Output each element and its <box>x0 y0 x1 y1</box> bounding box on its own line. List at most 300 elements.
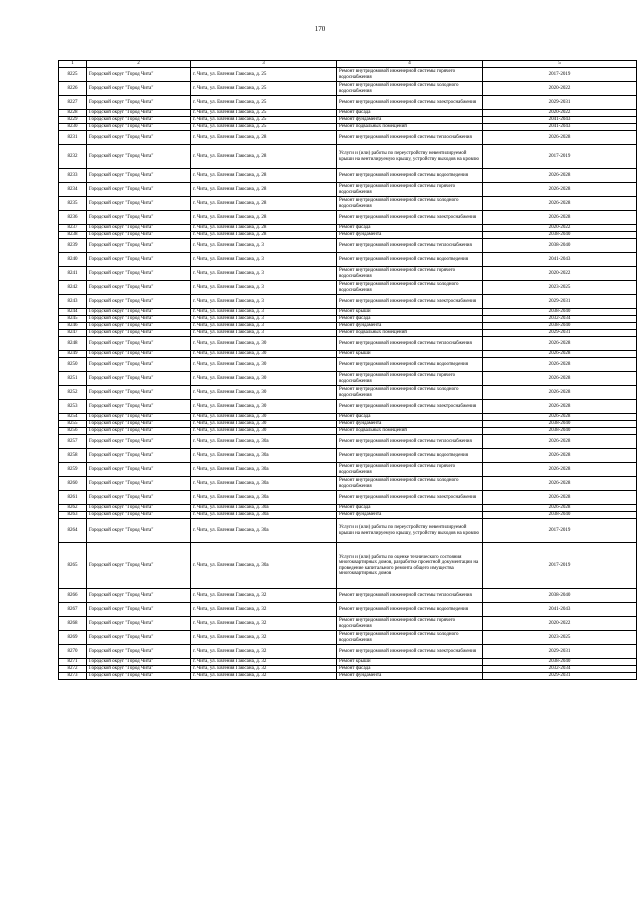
address-cell: г. Чита, ул. Евгения Гаюсана, д. 28 <box>191 145 337 169</box>
column-header: 3 <box>191 61 337 68</box>
row-number: 8227 <box>59 96 87 110</box>
row-number: 8259 <box>59 463 87 477</box>
work-type-cell: Ремонт внутридомовой инженерной системы водоотведения <box>337 169 483 183</box>
period-cell: 2038-2040 <box>483 421 637 428</box>
address-cell: г. Чита, ул. Евгения Гаюсана, д. 3 <box>191 309 337 316</box>
address-cell: г. Чита, ул. Евгения Гаюсана, д. 30 <box>191 386 337 400</box>
municipality-cell: Городской округ "Город Чита" <box>87 543 191 589</box>
row-number: 8253 <box>59 400 87 414</box>
address-cell: г. Чита, ул. Евгения Гаюсана, д. 32 <box>191 603 337 617</box>
column-header: 2 <box>87 61 191 68</box>
period-cell: 2026-2028 <box>483 131 637 145</box>
address-cell: г. Чита, ул. Евгения Гаюсана, д. 32 <box>191 645 337 659</box>
period-cell: 2026-2028 <box>483 169 637 183</box>
address-cell: г. Чита, ул. Евгения Гаюсана, д. 3 <box>191 281 337 295</box>
address-cell: г. Чита, ул. Евгения Гаюсана, д. 30а <box>191 491 337 505</box>
table-row <box>59 110 637 117</box>
work-type-cell: Ремонт внутридомовой инженерной системы теплоснабжения <box>337 589 483 603</box>
row-number: 8270 <box>59 645 87 659</box>
municipality-cell: Городской округ "Город Чита" <box>87 68 191 82</box>
table-row <box>59 603 637 617</box>
municipality-cell: Городской округ "Город Чита" <box>87 323 191 330</box>
table-row <box>59 512 637 519</box>
period-cell: 2026-2028 <box>483 337 637 351</box>
work-type-cell: Ремонт внутридомовой инженерной системы электроснабжения <box>337 491 483 505</box>
municipality-cell: Городской округ "Город Чита" <box>87 645 191 659</box>
table-row <box>59 505 637 512</box>
row-number: 8273 <box>59 673 87 680</box>
address-cell: г. Чита, ул. Евгения Гаюсана, д. 30 <box>191 421 337 428</box>
period-cell: 2020-2022 <box>483 110 637 117</box>
table-row <box>59 169 637 183</box>
table-row <box>59 145 637 169</box>
work-type-cell: Ремонт фасада <box>337 505 483 512</box>
municipality-cell: Городской округ "Город Чита" <box>87 232 191 239</box>
table-row <box>59 351 637 358</box>
table-row <box>59 666 637 673</box>
row-number: 8235 <box>59 197 87 211</box>
period-cell: 2026-2028 <box>483 372 637 386</box>
row-number: 8269 <box>59 631 87 645</box>
work-type-cell: Ремонт внутридомовой инженерной системы теплоснабжения <box>337 337 483 351</box>
work-type-cell: Ремонт внутридомовой инженерной системы холодного водоснабжения <box>337 82 483 96</box>
municipality-cell: Городской округ "Город Чита" <box>87 110 191 117</box>
work-type-cell: Ремонт фундамента <box>337 421 483 428</box>
table-row <box>59 673 637 680</box>
work-type-cell: Ремонт фасада <box>337 414 483 421</box>
table-row <box>59 428 637 435</box>
work-type-cell: Ремонт внутридомовой инженерной системы электроснабжения <box>337 645 483 659</box>
table-row <box>59 659 637 666</box>
address-cell: г. Чита, ул. Евгения Гаюсана, д. 3 <box>191 239 337 253</box>
municipality-cell: Городской округ "Город Чита" <box>87 463 191 477</box>
municipality-cell: Городской округ "Город Чита" <box>87 631 191 645</box>
row-number: 8244 <box>59 309 87 316</box>
row-number: 8230 <box>59 124 87 131</box>
municipality-cell: Городской округ "Город Чита" <box>87 316 191 323</box>
period-cell: 2026-2028 <box>483 400 637 414</box>
address-cell: г. Чита, ул. Евгения Гаюсана, д. 30а <box>191 543 337 589</box>
row-number: 8267 <box>59 603 87 617</box>
address-cell: г. Чита, ул. Евгения Гаюсана, д. 30 <box>191 400 337 414</box>
municipality-cell: Городской округ "Город Чита" <box>87 117 191 124</box>
period-cell: 2017-2019 <box>483 68 637 82</box>
municipality-cell: Городской округ "Город Чита" <box>87 519 191 543</box>
address-cell: г. Чита, ул. Евгения Гаюсана, д. 30а <box>191 519 337 543</box>
row-number: 8254 <box>59 414 87 421</box>
table-row <box>59 477 637 491</box>
repair-schedule-table <box>58 60 637 680</box>
work-type-cell: Ремонт подвальных помещений <box>337 330 483 337</box>
period-cell: 2038-2040 <box>483 232 637 239</box>
period-cell: 2038-2040 <box>483 323 637 330</box>
work-type-cell: Ремонт внутридомовой инженерной системы водоотведения <box>337 449 483 463</box>
period-cell: 2026-2028 <box>483 505 637 512</box>
municipality-cell: Городской округ "Город Чита" <box>87 295 191 309</box>
municipality-cell: Городской округ "Город Чита" <box>87 197 191 211</box>
row-number: 8271 <box>59 659 87 666</box>
row-number: 8225 <box>59 68 87 82</box>
municipality-cell: Городской округ "Город Чита" <box>87 225 191 232</box>
work-type-cell: Услуги и (или) работы по переустройству невентилируемой крыши на вентилируемую крышу, устройству выходов на кровлю <box>337 145 483 169</box>
period-cell: 2026-2028 <box>483 183 637 197</box>
municipality-cell: Городской округ "Город Чита" <box>87 603 191 617</box>
municipality-cell: Городской округ "Город Чита" <box>87 617 191 631</box>
row-number: 8250 <box>59 358 87 372</box>
column-header: 5 <box>483 61 637 68</box>
address-cell: г. Чита, ул. Евгения Гаюсана, д. 3 <box>191 323 337 330</box>
work-type-cell: Ремонт внутридомовой инженерной системы холодного водоснабжения <box>337 477 483 491</box>
municipality-cell: Городской округ "Город Чита" <box>87 337 191 351</box>
address-cell: г. Чита, ул. Евгения Гаюсана, д. 32 <box>191 589 337 603</box>
period-cell: 2038-2040 <box>483 239 637 253</box>
table-row <box>59 589 637 603</box>
table-row <box>59 96 637 110</box>
table-row <box>59 225 637 232</box>
table-row <box>59 316 637 323</box>
table-row <box>59 463 637 477</box>
municipality-cell: Городской округ "Город Чита" <box>87 673 191 680</box>
work-type-cell: Ремонт внутридомовой инженерной системы горячего водоснабжения <box>337 68 483 82</box>
municipality-cell: Городской округ "Город Чита" <box>87 169 191 183</box>
address-cell: г. Чита, ул. Евгения Гаюсана, д. 30 <box>191 372 337 386</box>
period-cell: 2023-2025 <box>483 281 637 295</box>
municipality-cell: Городской округ "Город Чита" <box>87 267 191 281</box>
work-type-cell: Ремонт крыши <box>337 659 483 666</box>
municipality-cell: Городской округ "Город Чита" <box>87 211 191 225</box>
row-number: 8242 <box>59 281 87 295</box>
table-row <box>59 400 637 414</box>
work-type-cell: Ремонт фасада <box>337 110 483 117</box>
municipality-cell: Городской округ "Город Чита" <box>87 589 191 603</box>
period-cell: 2020-2022 <box>483 225 637 232</box>
address-cell: г. Чита, ул. Евгения Гаюсана, д. 3 <box>191 330 337 337</box>
row-number: 8229 <box>59 117 87 124</box>
period-cell: 2032-2034 <box>483 316 637 323</box>
period-cell: 2026-2028 <box>483 449 637 463</box>
municipality-cell: Городской округ "Город Чита" <box>87 358 191 372</box>
work-type-cell: Ремонт фундамента <box>337 323 483 330</box>
period-cell: 2038-2040 <box>483 309 637 316</box>
period-cell: 2041-2043 <box>483 603 637 617</box>
municipality-cell: Городской округ "Город Чита" <box>87 309 191 316</box>
period-cell: 2026-2028 <box>483 491 637 505</box>
table-row <box>59 197 637 211</box>
row-number: 8265 <box>59 543 87 589</box>
municipality-cell: Городской округ "Город Чита" <box>87 96 191 110</box>
period-cell: 2017-2019 <box>483 145 637 169</box>
address-cell: г. Чита, ул. Евгения Гаюсана, д. 28 <box>191 131 337 145</box>
work-type-cell: Ремонт внутридомовой инженерной системы электроснабжения <box>337 400 483 414</box>
column-number-row <box>59 61 637 68</box>
municipality-cell: Городской округ "Город Чита" <box>87 449 191 463</box>
municipality-cell: Городской округ "Город Чита" <box>87 477 191 491</box>
table-row <box>59 631 637 645</box>
period-cell: 2026-2028 <box>483 477 637 491</box>
work-type-cell: Ремонт подвальных помещений <box>337 124 483 131</box>
table-row <box>59 117 637 124</box>
work-type-cell: Ремонт фундамента <box>337 232 483 239</box>
address-cell: г. Чита, ул. Евгения Гаюсана, д. 30а <box>191 505 337 512</box>
work-type-cell: Ремонт внутридомовой инженерной системы электроснабжения <box>337 211 483 225</box>
work-type-cell: Ремонт внутридомовой инженерной системы теплоснабжения <box>337 131 483 145</box>
table-row <box>59 449 637 463</box>
address-cell: г. Чита, ул. Евгения Гаюсана, д. 28 <box>191 169 337 183</box>
table-row <box>59 124 637 131</box>
row-number: 8256 <box>59 428 87 435</box>
municipality-cell: Городской округ "Город Чита" <box>87 281 191 295</box>
table-row <box>59 617 637 631</box>
address-cell: г. Чита, ул. Евгения Гаюсана, д. 3 <box>191 253 337 267</box>
work-type-cell: Ремонт внутридомовой инженерной системы водоотведения <box>337 358 483 372</box>
municipality-cell: Городской округ "Город Чита" <box>87 351 191 358</box>
row-number: 8264 <box>59 519 87 543</box>
row-number: 8252 <box>59 386 87 400</box>
address-cell: г. Чита, ул. Евгения Гаюсана, д. 25 <box>191 124 337 131</box>
municipality-cell: Городской округ "Город Чита" <box>87 239 191 253</box>
municipality-cell: Городской округ "Город Чита" <box>87 421 191 428</box>
row-number: 8243 <box>59 295 87 309</box>
work-type-cell: Ремонт фундамента <box>337 673 483 680</box>
work-type-cell: Ремонт фундамента <box>337 512 483 519</box>
municipality-cell: Городской округ "Город Чита" <box>87 505 191 512</box>
work-type-cell: Ремонт фасада <box>337 225 483 232</box>
work-type-cell: Ремонт внутридомовой инженерной системы холодного водоснабжения <box>337 386 483 400</box>
table-row <box>59 68 637 82</box>
row-number: 8255 <box>59 421 87 428</box>
work-type-cell: Ремонт внутридомовой инженерной системы электроснабжения <box>337 96 483 110</box>
row-number: 8245 <box>59 316 87 323</box>
period-cell: 2017-2019 <box>483 519 637 543</box>
work-type-cell: Ремонт внутридомовой инженерной системы холодного водоснабжения <box>337 197 483 211</box>
page-number: 170 <box>314 25 326 33</box>
table-row <box>59 435 637 449</box>
table-row <box>59 543 637 589</box>
municipality-cell: Городской округ "Город Чита" <box>87 435 191 449</box>
table-row <box>59 372 637 386</box>
row-number: 8237 <box>59 225 87 232</box>
work-type-cell: Ремонт внутридомовой инженерной системы холодного водоснабжения <box>337 281 483 295</box>
period-cell: 2020-2022 <box>483 267 637 281</box>
table-row <box>59 386 637 400</box>
address-cell: г. Чита, ул. Евгения Гаюсана, д. 25 <box>191 82 337 96</box>
period-cell: 2038-2040 <box>483 512 637 519</box>
period-cell: 2038-2040 <box>483 659 637 666</box>
work-type-cell: Ремонт фундамента <box>337 117 483 124</box>
work-type-cell: Ремонт внутридомовой инженерной системы горячего водоснабжения <box>337 617 483 631</box>
work-type-cell: Ремонт внутридомовой инженерной системы водоотведения <box>337 253 483 267</box>
municipality-cell: Городской округ "Город Чита" <box>87 659 191 666</box>
period-cell: 2026-2028 <box>483 358 637 372</box>
row-number: 8263 <box>59 512 87 519</box>
row-number: 8257 <box>59 435 87 449</box>
row-number: 8251 <box>59 372 87 386</box>
table-row <box>59 131 637 145</box>
column-header: 1 <box>59 61 87 68</box>
row-number: 8258 <box>59 449 87 463</box>
period-cell: 2017-2019 <box>483 543 637 589</box>
address-cell: г. Чита, ул. Евгения Гаюсана, д. 30а <box>191 512 337 519</box>
row-number: 8246 <box>59 323 87 330</box>
row-number: 8238 <box>59 232 87 239</box>
municipality-cell: Городской округ "Город Чита" <box>87 428 191 435</box>
table-row <box>59 323 637 330</box>
work-type-cell: Ремонт внутридомовой инженерной системы горячего водоснабжения <box>337 463 483 477</box>
municipality-cell: Городской округ "Город Чита" <box>87 82 191 96</box>
municipality-cell: Городской округ "Город Чита" <box>87 330 191 337</box>
address-cell: г. Чита, ул. Евгения Гаюсана, д. 30 <box>191 351 337 358</box>
address-cell: г. Чита, ул. Евгения Гаюсана, д. 30а <box>191 463 337 477</box>
address-cell: г. Чита, ул. Евгения Гаюсана, д. 3 <box>191 316 337 323</box>
municipality-cell: Городской округ "Город Чита" <box>87 666 191 673</box>
row-number: 8272 <box>59 666 87 673</box>
row-number: 8241 <box>59 267 87 281</box>
address-cell: г. Чита, ул. Евгения Гаюсана, д. 28 <box>191 225 337 232</box>
municipality-cell: Городской округ "Город Чита" <box>87 145 191 169</box>
address-cell: г. Чита, ул. Евгения Гаюсана, д. 25 <box>191 117 337 124</box>
address-cell: г. Чита, ул. Евгения Гаюсана, д. 3 <box>191 267 337 281</box>
address-cell: г. Чита, ул. Евгения Гаюсана, д. 30 <box>191 414 337 421</box>
work-type-cell: Ремонт фасада <box>337 316 483 323</box>
municipality-cell: Городской округ "Город Чита" <box>87 512 191 519</box>
municipality-cell: Городской округ "Город Чита" <box>87 253 191 267</box>
period-cell: 2026-2028 <box>483 197 637 211</box>
period-cell: 2041-2043 <box>483 117 637 124</box>
row-number: 8233 <box>59 169 87 183</box>
period-cell: 2029-2031 <box>483 673 637 680</box>
address-cell: г. Чита, ул. Евгения Гаюсана, д. 28 <box>191 183 337 197</box>
municipality-cell: Городской округ "Город Чита" <box>87 124 191 131</box>
row-number: 8268 <box>59 617 87 631</box>
address-cell: г. Чита, ул. Евгения Гаюсана, д. 3 <box>191 295 337 309</box>
row-number: 8262 <box>59 505 87 512</box>
row-number: 8234 <box>59 183 87 197</box>
row-number: 8248 <box>59 337 87 351</box>
address-cell: г. Чита, ул. Евгения Гаюсана, д. 32 <box>191 617 337 631</box>
table-row <box>59 491 637 505</box>
period-cell: 2029-2031 <box>483 295 637 309</box>
address-cell: г. Чита, ул. Евгения Гаюсана, д. 25 <box>191 68 337 82</box>
work-type-cell: Ремонт внутридомовой инженерной системы теплоснабжения <box>337 435 483 449</box>
address-cell: г. Чита, ул. Евгения Гаюсана, д. 32 <box>191 631 337 645</box>
period-cell: 2026-2028 <box>483 435 637 449</box>
table-row <box>59 519 637 543</box>
work-type-cell: Ремонт подвальных помещений <box>337 428 483 435</box>
municipality-cell: Городской округ "Город Чита" <box>87 400 191 414</box>
address-cell: г. Чита, ул. Евгения Гаюсана, д. 30а <box>191 477 337 491</box>
row-number: 8247 <box>59 330 87 337</box>
period-cell: 2020-2022 <box>483 82 637 96</box>
row-number: 8232 <box>59 145 87 169</box>
row-number: 8231 <box>59 131 87 145</box>
table-row <box>59 281 637 295</box>
municipality-cell: Городской округ "Город Чита" <box>87 386 191 400</box>
address-cell: г. Чита, ул. Евгения Гаюсана, д. 28 <box>191 197 337 211</box>
period-cell: 2026-2028 <box>483 211 637 225</box>
table-row <box>59 232 637 239</box>
address-cell: г. Чита, ул. Евгения Гаюсана, д. 32 <box>191 659 337 666</box>
work-type-cell: Ремонт внутридомовой инженерной системы электроснабжения <box>337 295 483 309</box>
period-cell: 2038-2040 <box>483 428 637 435</box>
row-number: 8249 <box>59 351 87 358</box>
table-row <box>59 211 637 225</box>
period-cell: 2032-2034 <box>483 666 637 673</box>
table-row <box>59 414 637 421</box>
period-cell: 2029-2031 <box>483 645 637 659</box>
table-row <box>59 309 637 316</box>
work-type-cell: Ремонт внутридомовой инженерной системы холодного водоснабжения <box>337 631 483 645</box>
row-number: 8266 <box>59 589 87 603</box>
period-cell: 2041-2043 <box>483 253 637 267</box>
address-cell: г. Чита, ул. Евгения Гаюсана, д. 30а <box>191 449 337 463</box>
row-number: 8240 <box>59 253 87 267</box>
municipality-cell: Городской округ "Город Чита" <box>87 491 191 505</box>
table-row <box>59 253 637 267</box>
work-type-cell: Услуги и (или) работы по оценке технического состояния многоквартирных домов, разработке проектной документации на проведение капитального ремонта общего имущества многоквартирных домов <box>337 543 483 589</box>
address-cell: г. Чита, ул. Евгения Гаюсана, д. 25 <box>191 96 337 110</box>
address-cell: г. Чита, ул. Евгения Гаюсана, д. 28 <box>191 232 337 239</box>
work-type-cell: Ремонт крыши <box>337 309 483 316</box>
address-cell: г. Чита, ул. Евгения Гаюсана, д. 28 <box>191 211 337 225</box>
address-cell: г. Чита, ул. Евгения Гаюсана, д. 32 <box>191 666 337 673</box>
period-cell: 2026-2028 <box>483 386 637 400</box>
period-cell: 2029-2031 <box>483 330 637 337</box>
municipality-cell: Городской округ "Город Чита" <box>87 131 191 145</box>
address-cell: г. Чита, ул. Евгения Гаюсана, д. 30 <box>191 358 337 372</box>
column-header: 4 <box>337 61 483 68</box>
table-row <box>59 183 637 197</box>
row-number: 8226 <box>59 82 87 96</box>
row-number: 8260 <box>59 477 87 491</box>
work-type-cell: Услуги и (или) работы по переустройству невентилируемой крыши на вентилируемую крышу, устройству выходов на кровлю <box>337 519 483 543</box>
municipality-cell: Городской округ "Город Чита" <box>87 372 191 386</box>
table-row <box>59 330 637 337</box>
table-row <box>59 358 637 372</box>
table-row <box>59 267 637 281</box>
address-cell: г. Чита, ул. Евгения Гаюсана, д. 30 <box>191 337 337 351</box>
period-cell: 2026-2028 <box>483 351 637 358</box>
work-type-cell: Ремонт внутридомовой инженерной системы водоотведения <box>337 603 483 617</box>
table-row <box>59 295 637 309</box>
period-cell: 2041-2043 <box>483 124 637 131</box>
address-cell: г. Чита, ул. Евгения Гаюсана, д. 32 <box>191 673 337 680</box>
period-cell: 2020-2022 <box>483 617 637 631</box>
row-number: 8239 <box>59 239 87 253</box>
work-type-cell: Ремонт внутридомовой инженерной системы горячего водоснабжения <box>337 372 483 386</box>
table-row <box>59 82 637 96</box>
table-row <box>59 239 637 253</box>
municipality-cell: Городской округ "Город Чита" <box>87 414 191 421</box>
row-number: 8228 <box>59 110 87 117</box>
row-number: 8236 <box>59 211 87 225</box>
work-type-cell: Ремонт внутридомовой инженерной системы теплоснабжения <box>337 239 483 253</box>
period-cell: 2038-2040 <box>483 589 637 603</box>
work-type-cell: Ремонт внутридомовой инженерной системы горячего водоснабжения <box>337 267 483 281</box>
work-type-cell: Ремонт внутридомовой инженерной системы горячего водоснабжения <box>337 183 483 197</box>
period-cell: 2023-2025 <box>483 631 637 645</box>
work-type-cell: Ремонт фасада <box>337 666 483 673</box>
municipality-cell: Городской округ "Город Чита" <box>87 183 191 197</box>
period-cell: 2026-2028 <box>483 414 637 421</box>
period-cell: 2026-2028 <box>483 463 637 477</box>
period-cell: 2029-2031 <box>483 96 637 110</box>
table-row <box>59 337 637 351</box>
table-row <box>59 421 637 428</box>
address-cell: г. Чита, ул. Евгения Гаюсана, д. 30а <box>191 435 337 449</box>
address-cell: г. Чита, ул. Евгения Гаюсана, д. 25 <box>191 110 337 117</box>
address-cell: г. Чита, ул. Евгения Гаюсана, д. 30 <box>191 428 337 435</box>
row-number: 8261 <box>59 491 87 505</box>
